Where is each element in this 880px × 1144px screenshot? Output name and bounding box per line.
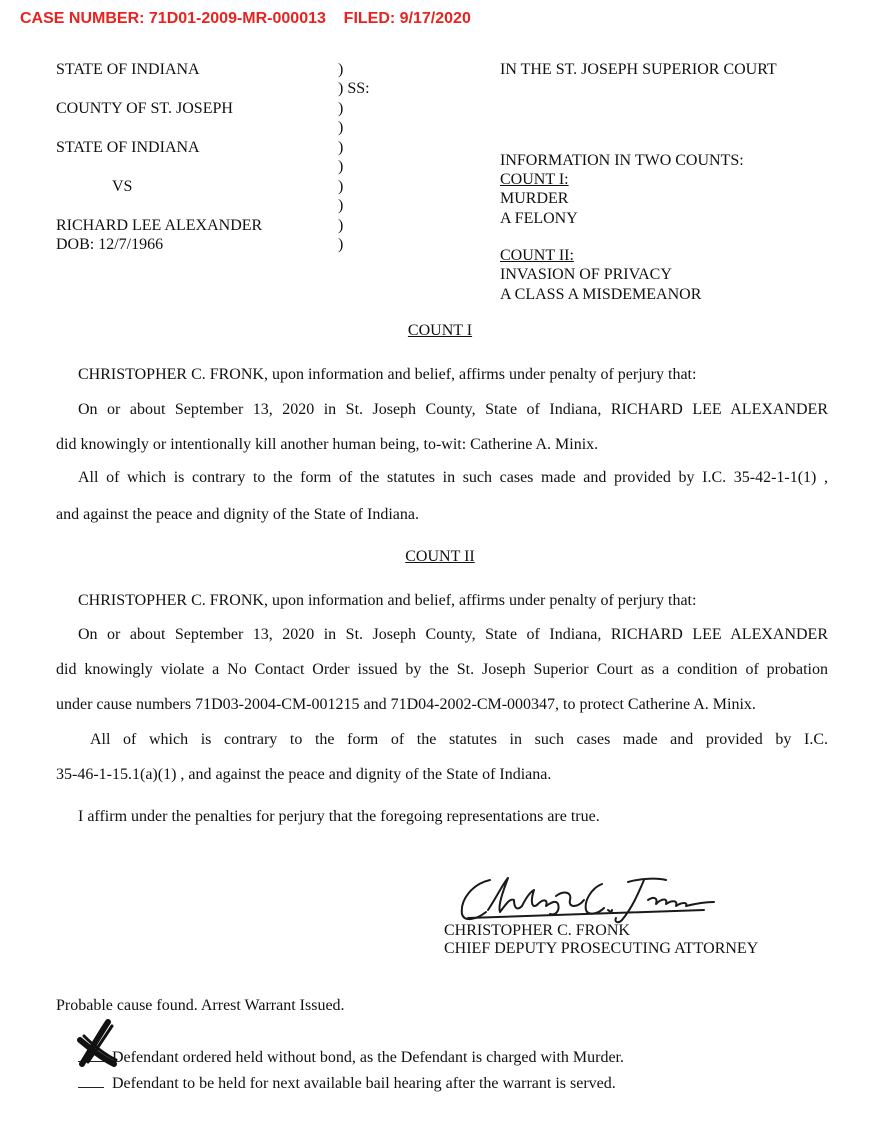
count1-affirm: CHRISTOPHER C. FRONK, upon information and belief, affirms under penalty of perjury that:	[78, 366, 697, 383]
order-option-1[interactable]	[78, 1047, 624, 1067]
checkbox-line	[78, 1073, 104, 1088]
count2-line1: On or about September 13, 2020 in St. Joseph County, State of Indiana, RICHARD LEE ALEXANDER	[78, 626, 828, 643]
count1-heading: COUNT I	[407, 322, 473, 339]
signer-title: CHIEF DEPUTY PROSECUTING ATTORNEY	[444, 940, 759, 957]
count2-line2: did knowingly violate a No Contact Order issued by the St. Joseph Superior Court as a condition of probation	[56, 661, 828, 678]
filing-stamp	[20, 10, 471, 28]
order-option-1-text: Defendant ordered held without bond, as the Defendant is charged with Murder.	[112, 1049, 624, 1066]
affirmation: I affirm under the penalties for perjury that the foregoing representations are true.	[78, 808, 600, 825]
signer-name: CHRISTOPHER C. FRONK	[444, 922, 630, 939]
order-option-2[interactable]	[78, 1073, 616, 1093]
caption-dob: DOB: 12/7/1966	[56, 236, 164, 253]
count2-line4: All of which is contrary to the form of the statutes in such cases made and provided by I.C.	[90, 731, 828, 748]
count1-line4: and against the peace and dignity of the State of Indiana.	[56, 506, 419, 523]
caption-plaintiff: STATE OF INDIANA	[56, 139, 200, 156]
count2-line3: under cause numbers 71D03-2004-CM-001215 and 71D04-2002-CM-000347, to protect Catherine A. Minix.	[56, 696, 756, 713]
count1-line2: did knowingly or intentionally kill another human being, to-wit: Catherine A. Minix.	[56, 436, 599, 453]
count2-charge: INVASION OF PRIVACY	[500, 266, 672, 283]
count1-label: COUNT I:	[500, 171, 569, 188]
count2-line5: 35-46-1-15.1(a)(1) , and against the peace and dignity of the State of Indiana.	[56, 766, 552, 783]
count2-label: COUNT II:	[500, 247, 574, 264]
count2-heading: COUNT II	[405, 548, 475, 565]
count1-line1: On or about September 13, 2020 in St. Joseph County, State of Indiana, RICHARD LEE ALEXANDER	[78, 401, 828, 418]
info-heading: INFORMATION IN TWO COUNTS:	[500, 152, 744, 169]
caption-defendant: RICHARD LEE ALEXANDER	[56, 217, 263, 234]
case-number: CASE NUMBER: 71D01-2009-MR-000013	[20, 10, 326, 27]
signature-image	[452, 870, 722, 930]
count1-line3: All of which is contrary to the form of the statutes in such cases made and provided by I.C. 35-42-1-1(1) ,	[78, 469, 828, 486]
count1-charge: MURDER	[500, 190, 569, 207]
caption-state: STATE OF INDIANA	[56, 61, 200, 78]
count2-class: A CLASS A MISDEMEANOR	[500, 286, 702, 303]
handwritten-x-mark	[70, 1018, 128, 1068]
filed-date: FILED: 9/17/2020	[343, 10, 471, 27]
order-option-2-text: Defendant to be held for next available bail hearing after the warrant is served.	[112, 1075, 616, 1092]
caption-county: COUNTY OF ST. JOSEPH	[56, 100, 233, 117]
probable-cause-note: Probable cause found. Arrest Warrant Issued.	[56, 997, 345, 1014]
count1-class: A FELONY	[500, 210, 578, 227]
caption-vs: VS	[112, 178, 133, 195]
count2-affirm: CHRISTOPHER C. FRONK, upon information and belief, affirms under penalty of perjury that:	[78, 592, 697, 609]
court-name: IN THE ST. JOSEPH SUPERIOR COURT	[500, 61, 777, 78]
